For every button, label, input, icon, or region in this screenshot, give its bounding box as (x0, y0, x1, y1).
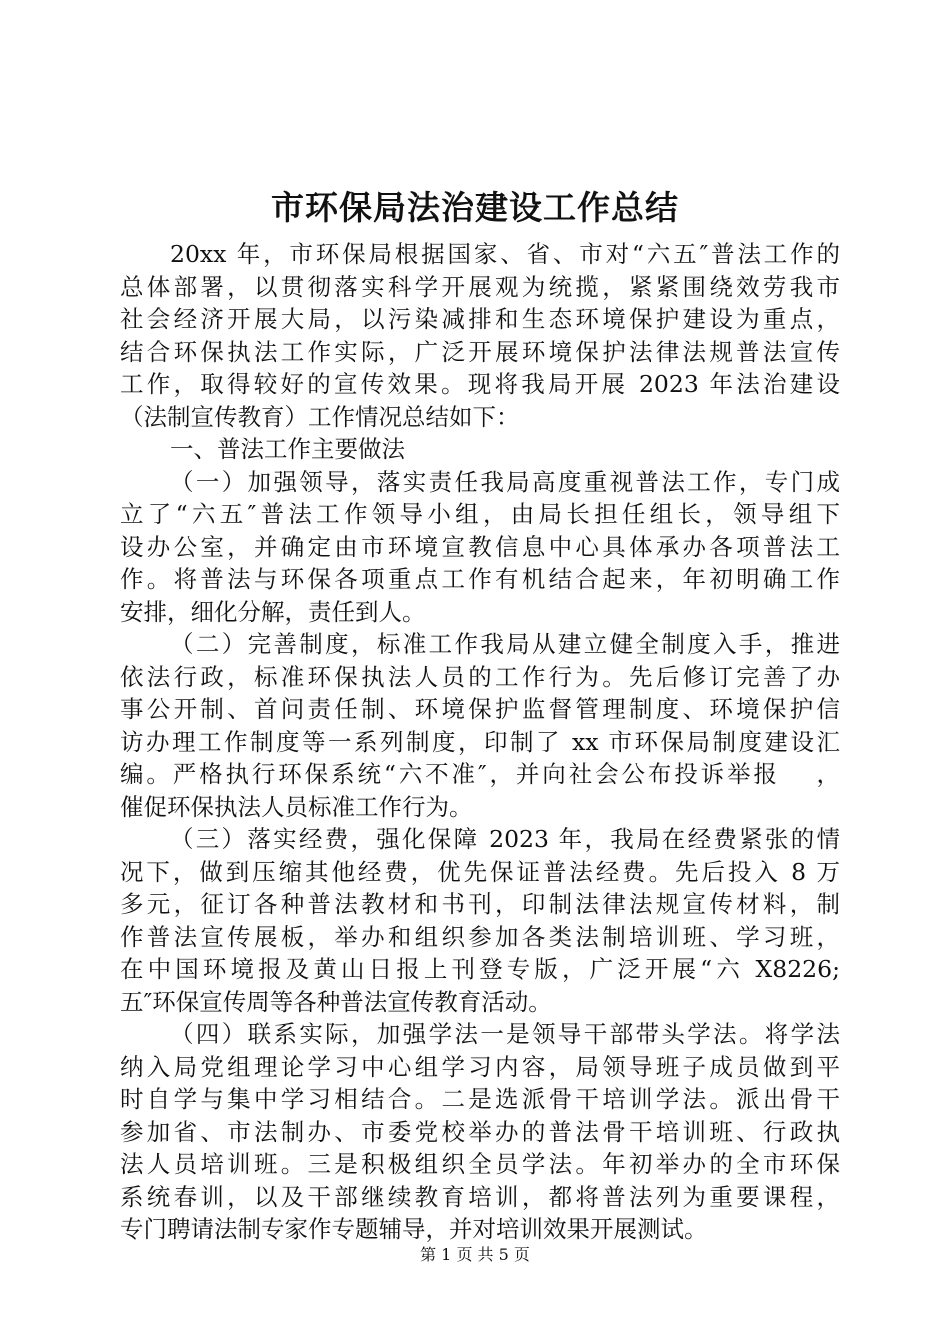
body-line: 访办理工作制度等一系列制度，印制了 xx 市环保局制度建设汇 (120, 727, 840, 756)
body-line: 催促环保执法人员标准工作行为。 (120, 792, 473, 821)
document-body (120, 238, 840, 1246)
section-heading: 一、普法工作主要做法 (170, 435, 405, 463)
body-line: 设办公室，并确定由市环境宣教信息中心具体承办各项普法工 (120, 532, 840, 561)
body-line: 系统春训，以及干部继续教育培训，都将普法列为重要课程， (120, 1182, 840, 1211)
page-number-footer: 第 1 页 共 5 页 (420, 1245, 530, 1264)
body-line: 作。将普法与环保各项重点工作有机结合起来，年初明确工作 (120, 565, 840, 593)
body-line: 编。严格执行环保系统“六不准″，并向社会公布投诉举报 ， (120, 760, 840, 788)
body-line: 工作，取得较好的宣传效果。现将我局开展 2023 年法治建设 (120, 370, 840, 398)
body-line: 作普法宣传展板，举办和组织参加各类法制培训班、学习班， (120, 922, 840, 951)
body-line: 多元，征订各种普法教材和书刊，印制法律法规宣传材料，制 (120, 890, 840, 918)
body-line: （四）联系实际，加强学法一是领导干部带头学法。将学法 (170, 1020, 840, 1048)
body-line: 纳入局党组理论学习中心组学习内容，局领导班子成员做到平 (120, 1052, 840, 1081)
body-line: 依法行政，标准环保执法人员的工作行为。先后修订完善了办 (120, 662, 840, 691)
body-line: 专门聘请法制专家作专题辅导，并对培训效果开展测试。 (120, 1215, 708, 1243)
body-line: 安排，细化分解，责任到人。 (120, 597, 426, 626)
body-line: 社会经济开展大局，以污染减排和生态环境保护建设为重点， (120, 305, 840, 333)
body-line: （法制宣传教育）工作情况总结如下： (120, 402, 520, 431)
body-line: 立了“六五″普法工作领导小组，由局长担任组长，领导组下 (120, 500, 840, 528)
body-line: 五″环保宣传周等各种普法宣传教育活动。 (120, 987, 552, 1016)
body-line: 参加省、市法制办、市委党校举办的普法骨干培训班、行政执 (120, 1117, 840, 1146)
body-line: 20xx 年，市环保局根据国家、省、市对“六五″普法工作的 (170, 240, 840, 268)
body-line: 事公开制、首问责任制、环境保护监督管理制度、环境保护信 (120, 695, 840, 723)
document-title: 市环保局法治建设工作总结 (271, 188, 679, 227)
body-line: 法人员培训班。三是积极组织全员学法。年初举办的全市环保 (120, 1150, 840, 1178)
body-line: 在中国环境报及黄山日报上刊登专版，广泛开展“六 X8226; (120, 955, 840, 983)
body-line: 结合环保执法工作实际，广泛开展环境保护法律法规普法宣传 (120, 337, 840, 366)
body-line: 总体部署，以贯彻落实科学开展观为统揽，紧紧围绕效劳我市 (120, 272, 840, 301)
body-line: （三）落实经费，强化保障 2023 年，我局在经费紧张的情 (170, 825, 840, 853)
body-line: （一）加强领导，落实责任我局高度重视普法工作，专门成 (170, 467, 840, 496)
body-line: （二）完善制度，标准工作我局从建立健全制度入手，推进 (170, 630, 840, 658)
body-line: 况下，做到压缩其他经费，优先保证普法经费。先后投入 8 万 (120, 857, 840, 886)
body-line: 时自学与集中学习相结合。二是选派骨干培训学法。派出骨干 (120, 1085, 840, 1113)
